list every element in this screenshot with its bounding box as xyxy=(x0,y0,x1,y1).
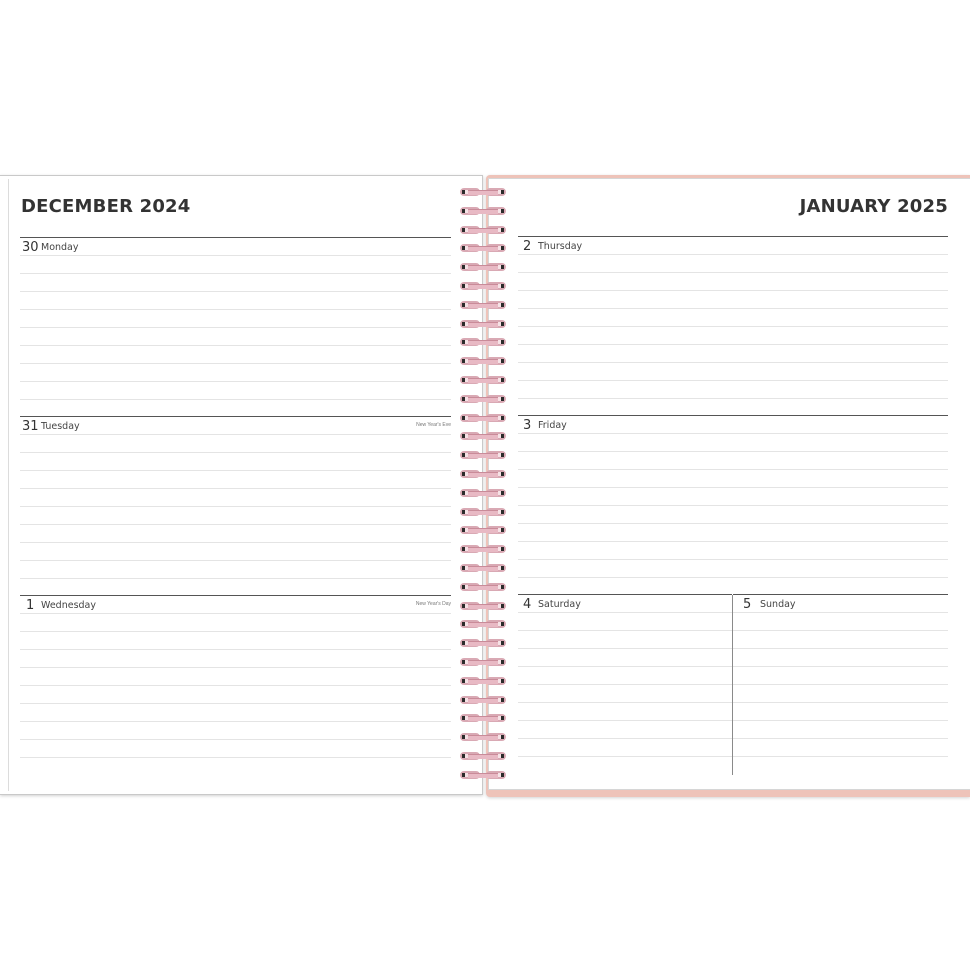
writing-line xyxy=(20,309,451,310)
day-block-jan-5[interactable] xyxy=(733,594,948,776)
spiral-coil xyxy=(458,226,508,234)
spiral-coil xyxy=(458,207,508,215)
spiral-coil xyxy=(458,376,508,384)
writing-line xyxy=(518,380,948,381)
day-name: Tuesday xyxy=(41,421,80,432)
spiral-coil xyxy=(458,545,508,553)
writing-line xyxy=(733,720,948,721)
day-header xyxy=(20,595,451,614)
writing-line xyxy=(733,612,948,613)
writing-line xyxy=(518,523,948,524)
writing-line xyxy=(20,757,451,758)
writing-line xyxy=(518,684,732,685)
spiral-coil xyxy=(458,564,508,572)
spiral-coil xyxy=(458,771,508,779)
writing-line xyxy=(20,667,451,668)
day-header xyxy=(20,237,451,256)
day-block-dec-30[interactable] xyxy=(20,237,451,415)
writing-line xyxy=(518,738,732,739)
writing-line xyxy=(518,648,732,649)
day-header xyxy=(518,236,948,255)
writing-line xyxy=(518,433,948,434)
day-number: 30 xyxy=(22,240,39,255)
writing-line xyxy=(20,363,451,364)
spiral-coil xyxy=(458,489,508,497)
day-number: 4 xyxy=(523,597,532,612)
weekend-divider xyxy=(732,595,733,775)
holiday-label: New Year's Day xyxy=(415,601,451,607)
spiral-coil xyxy=(458,470,508,478)
day-header xyxy=(518,415,948,434)
day-number: 5 xyxy=(743,597,752,612)
spiral-coil xyxy=(458,677,508,685)
writing-line xyxy=(518,290,948,291)
writing-line xyxy=(20,470,451,471)
writing-line xyxy=(733,684,948,685)
writing-line xyxy=(20,739,451,740)
day-name: Saturday xyxy=(538,599,581,610)
day-name: Monday xyxy=(41,242,79,253)
writing-line xyxy=(20,255,451,256)
writing-line xyxy=(518,541,948,542)
writing-line xyxy=(20,488,451,489)
writing-line xyxy=(20,381,451,382)
spiral-coil xyxy=(458,508,508,516)
writing-line xyxy=(518,344,948,345)
spiral-coil xyxy=(458,338,508,346)
spiral-coil xyxy=(458,301,508,309)
writing-line xyxy=(518,666,732,667)
spiral-coil xyxy=(458,620,508,628)
spiral-coil xyxy=(458,639,508,647)
writing-line xyxy=(733,666,948,667)
day-header xyxy=(20,416,451,435)
writing-line xyxy=(518,469,948,470)
writing-line xyxy=(518,326,948,327)
spiral-coil xyxy=(458,451,508,459)
writing-line xyxy=(20,345,451,346)
spiral-coil xyxy=(458,752,508,760)
day-block-dec-31[interactable] xyxy=(20,416,451,594)
spiral-coil xyxy=(458,714,508,722)
day-name: Friday xyxy=(538,420,567,431)
day-number: 1 xyxy=(26,598,35,613)
writing-line xyxy=(20,327,451,328)
writing-line xyxy=(518,756,732,757)
writing-line xyxy=(518,630,732,631)
writing-line xyxy=(20,524,451,525)
writing-line xyxy=(20,542,451,543)
writing-line xyxy=(20,703,451,704)
writing-line xyxy=(20,434,451,435)
day-block-jan-2[interactable] xyxy=(518,236,948,414)
spiral-coil xyxy=(458,526,508,534)
spiral-coil xyxy=(458,357,508,365)
writing-line xyxy=(20,685,451,686)
spiral-coil xyxy=(458,432,508,440)
spiral-coil xyxy=(458,320,508,328)
writing-line xyxy=(518,559,948,560)
spiral-coil xyxy=(458,583,508,591)
day-name: Wednesday xyxy=(41,600,97,611)
writing-line xyxy=(20,560,451,561)
writing-line xyxy=(20,649,451,650)
day-header xyxy=(733,594,948,613)
spiral-coil xyxy=(458,188,508,196)
left-month-title: DECEMBER 2024 xyxy=(21,196,191,217)
writing-line xyxy=(733,630,948,631)
writing-line xyxy=(20,506,451,507)
spiral-coil xyxy=(458,696,508,704)
writing-line xyxy=(518,272,948,273)
spiral-coil xyxy=(458,602,508,610)
writing-line xyxy=(20,399,451,400)
writing-line xyxy=(518,720,732,721)
spiral-coil xyxy=(458,263,508,271)
right-month-title: JANUARY 2025 xyxy=(799,196,948,217)
spiral-coil xyxy=(458,658,508,666)
spiral-coil xyxy=(458,414,508,422)
writing-line xyxy=(20,613,451,614)
day-number: 2 xyxy=(523,239,532,254)
writing-line xyxy=(518,487,948,488)
day-number: 3 xyxy=(523,418,532,433)
writing-line xyxy=(733,738,948,739)
spiral-coil xyxy=(458,282,508,290)
spiral-coil xyxy=(458,733,508,741)
writing-line xyxy=(733,756,948,757)
writing-line xyxy=(518,577,948,578)
writing-line xyxy=(20,452,451,453)
day-block-jan-4[interactable] xyxy=(518,594,732,776)
writing-line xyxy=(518,308,948,309)
writing-line xyxy=(20,273,451,274)
day-header xyxy=(518,594,732,613)
holiday-label: New Year's Eve xyxy=(416,422,451,428)
writing-line xyxy=(518,451,948,452)
writing-line xyxy=(733,648,948,649)
day-name: Thursday xyxy=(538,241,583,252)
day-block-jan-1[interactable] xyxy=(20,595,451,777)
day-block-jan-3[interactable] xyxy=(518,415,948,593)
spiral-coil xyxy=(458,395,508,403)
writing-line xyxy=(518,362,948,363)
writing-line xyxy=(20,631,451,632)
writing-line xyxy=(518,505,948,506)
writing-line xyxy=(20,578,451,579)
writing-line xyxy=(20,291,451,292)
day-name: Sunday xyxy=(760,599,796,610)
writing-line xyxy=(518,702,732,703)
writing-line xyxy=(733,702,948,703)
writing-line xyxy=(518,398,948,399)
writing-line xyxy=(20,721,451,722)
day-number: 31 xyxy=(22,419,39,434)
spiral-coil xyxy=(458,244,508,252)
writing-line xyxy=(518,254,948,255)
writing-line xyxy=(518,612,732,613)
